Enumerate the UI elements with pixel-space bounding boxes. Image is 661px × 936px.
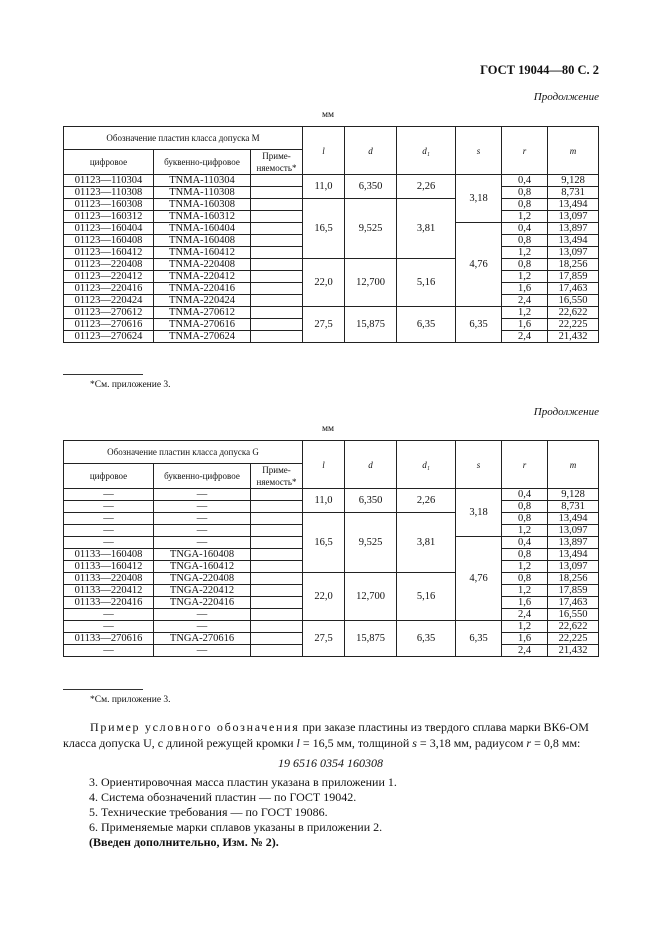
var-s: s (412, 736, 417, 750)
cell-l: 27,5 (303, 621, 345, 657)
cell-r: 1,2 (502, 561, 548, 573)
group-header: Обозначение пластин класса допуска M (64, 127, 303, 150)
table-row (64, 199, 599, 211)
col-header-d: d (345, 127, 397, 175)
cell-numeric-code: 01123—110308 (64, 187, 154, 199)
cell-l: 16,5 (303, 513, 345, 573)
cell-numeric-code: 01133—220412 (64, 585, 154, 597)
cell-d: 6,350 (345, 175, 397, 199)
unit-label-1: мм (322, 110, 335, 120)
col-header-numeric: цифровое (64, 150, 154, 175)
cell-applicability (251, 247, 303, 259)
cell-m: 8,731 (548, 187, 599, 199)
footnote-rule-1 (63, 374, 143, 375)
cell-applicability (251, 295, 303, 307)
cell-applicability (251, 537, 303, 549)
cell-m: 13,494 (548, 549, 599, 561)
amendment-note: (Введен дополнительно, Изм. № 2). (89, 835, 279, 849)
cell-m: 22,225 (548, 319, 599, 331)
cell-numeric-code: — (64, 501, 154, 513)
cell-r: 2,4 (502, 295, 548, 307)
col-header-applicability: Приме- няемость* (251, 150, 303, 175)
cell-numeric-code: 01123—220408 (64, 259, 154, 271)
cell-r: 0,8 (502, 259, 548, 271)
cell-d1: 6,35 (397, 621, 456, 657)
cell-applicability (251, 573, 303, 585)
cell-numeric-code: 01123—160312 (64, 211, 154, 223)
cell-numeric-code: 01133—220408 (64, 573, 154, 585)
col-header-d: d (345, 441, 397, 489)
cell-numeric-code: 01123—270624 (64, 331, 154, 343)
cell-r: 0,8 (502, 187, 548, 199)
table-row (64, 621, 599, 633)
cell-r: 1,6 (502, 283, 548, 295)
cell-alnum-code: TNMA-160408 (154, 235, 251, 247)
cell-d: 6,350 (345, 489, 397, 513)
cell-alnum-code: TNMA-270612 (154, 307, 251, 319)
cell-s: 4,76 (456, 223, 502, 307)
cell-r: 0,8 (502, 199, 548, 211)
cell-applicability (251, 645, 303, 657)
cell-l: 16,5 (303, 199, 345, 259)
cell-l: 11,0 (303, 175, 345, 199)
cell-m: 22,622 (548, 307, 599, 319)
cell-alnum-code: — (154, 537, 251, 549)
example-text-3: = 16,5 мм, толщиной (299, 736, 413, 750)
cell-r: 2,4 (502, 645, 548, 657)
cell-numeric-code: 01133—160412 (64, 561, 154, 573)
cell-s: 6,35 (456, 621, 502, 657)
cell-numeric-code: 01123—270612 (64, 307, 154, 319)
cell-applicability (251, 331, 303, 343)
cell-d: 12,700 (345, 259, 397, 307)
cell-applicability (251, 501, 303, 513)
cell-d: 9,525 (345, 199, 397, 259)
col-header-alnum: буквенно-цифровое (154, 150, 251, 175)
cell-numeric-code: 01133—160408 (64, 549, 154, 561)
cell-s: 3,18 (456, 175, 502, 223)
col-header-d1: d₁ (397, 441, 456, 489)
table-row (64, 307, 599, 319)
cell-alnum-code: TNMA-270616 (154, 319, 251, 331)
cell-alnum-code: TNGA-160412 (154, 561, 251, 573)
cell-m: 13,494 (548, 235, 599, 247)
cell-m: 17,859 (548, 585, 599, 597)
cell-d: 15,875 (345, 621, 397, 657)
cell-numeric-code: 01123—160308 (64, 199, 154, 211)
col-header-l: l (303, 127, 345, 175)
cell-numeric-code: 01123—160404 (64, 223, 154, 235)
cell-d1: 2,26 (397, 175, 456, 199)
cell-m: 13,097 (548, 211, 599, 223)
list-item: 5. Технические требования — по ГОСТ 19086. (89, 805, 328, 819)
group-header: Обозначение пластин класса допуска G (64, 441, 303, 464)
cell-applicability (251, 513, 303, 525)
continuation-label-2: Продолжение (533, 406, 599, 418)
cell-applicability (251, 633, 303, 645)
cell-m: 21,432 (548, 331, 599, 343)
cell-m: 8,731 (548, 501, 599, 513)
footnote-rule-2 (63, 689, 143, 690)
cell-applicability (251, 283, 303, 295)
cell-r: 0,4 (502, 489, 548, 501)
continuation-label-1: Продолжение (533, 91, 599, 103)
cell-alnum-code: TNGA-270616 (154, 633, 251, 645)
cell-m: 13,494 (548, 199, 599, 211)
example-text-4: = 3,18 мм, радиусом (416, 736, 527, 750)
cell-alnum-code: TNGA-160408 (154, 549, 251, 561)
cell-m: 13,897 (548, 537, 599, 549)
col-header-s: s (456, 441, 502, 489)
cell-m: 13,097 (548, 247, 599, 259)
list-item: 6. Применяемые марки сплавов указаны в приложении 2. (89, 820, 383, 834)
cell-r: 0,8 (502, 573, 548, 585)
col-header-alnum: буквенно-цифровое (154, 464, 251, 489)
cell-alnum-code: — (154, 501, 251, 513)
cell-alnum-code: TNMA-270624 (154, 331, 251, 343)
list-item: 4. Система обозначений пластин — по ГОСТ 19042. (89, 790, 357, 804)
col-header-l: l (303, 441, 345, 489)
cell-applicability (251, 199, 303, 211)
col-header-r: r (502, 441, 548, 489)
cell-numeric-code: — (64, 537, 154, 549)
cell-numeric-code: 01123—220412 (64, 271, 154, 283)
cell-r: 0,4 (502, 175, 548, 187)
cell-numeric-code: — (64, 525, 154, 537)
cell-numeric-code: — (64, 645, 154, 657)
cell-r: 0,4 (502, 537, 548, 549)
cell-r: 2,4 (502, 331, 548, 343)
cell-s: 4,76 (456, 537, 502, 621)
cell-m: 9,128 (548, 175, 599, 187)
cell-r: 1,6 (502, 633, 548, 645)
cell-m: 17,859 (548, 271, 599, 283)
example-lead: Пример условного обозначения (90, 720, 300, 734)
cell-d1: 3,81 (397, 513, 456, 573)
cell-applicability (251, 549, 303, 561)
cell-alnum-code: TNMA-110304 (154, 175, 251, 187)
table-class-m (63, 126, 599, 343)
cell-applicability (251, 561, 303, 573)
cell-m: 13,097 (548, 525, 599, 537)
cell-alnum-code: TNGA-220408 (154, 573, 251, 585)
cell-d1: 2,26 (397, 489, 456, 513)
cell-alnum-code: TNMA-220412 (154, 271, 251, 283)
col-header-d1: d₁ (397, 127, 456, 175)
table-class-g (63, 440, 599, 657)
table-row (64, 259, 599, 271)
cell-alnum-code: — (154, 525, 251, 537)
cell-r: 0,8 (502, 235, 548, 247)
cell-applicability (251, 211, 303, 223)
cell-numeric-code: 01123—160412 (64, 247, 154, 259)
table-row (64, 175, 599, 187)
cell-applicability (251, 223, 303, 235)
cell-r: 0,8 (502, 549, 548, 561)
cell-applicability (251, 235, 303, 247)
cell-m: 18,256 (548, 573, 599, 585)
cell-numeric-code: — (64, 609, 154, 621)
cell-m: 21,432 (548, 645, 599, 657)
footnote-1: *См. приложение 3. (90, 380, 171, 390)
cell-numeric-code: 01123—110304 (64, 175, 154, 187)
cell-alnum-code: TNGA-220416 (154, 597, 251, 609)
example-text-2: класса допуска U, с длиной режущей кромки (63, 736, 297, 750)
cell-numeric-code: 01123—160408 (64, 235, 154, 247)
cell-r: 0,4 (502, 223, 548, 235)
cell-applicability (251, 621, 303, 633)
cell-r: 0,8 (502, 513, 548, 525)
cell-r: 1,2 (502, 247, 548, 259)
cell-s: 6,35 (456, 307, 502, 343)
cell-r: 1,6 (502, 597, 548, 609)
col-header-m: m (548, 127, 599, 175)
cell-d1: 5,16 (397, 259, 456, 307)
cell-applicability (251, 271, 303, 283)
cell-alnum-code: TNMA-220416 (154, 283, 251, 295)
cell-numeric-code: — (64, 621, 154, 633)
cell-alnum-code: — (154, 609, 251, 621)
table-row (64, 513, 599, 525)
footnote-2: *См. приложение 3. (90, 695, 171, 705)
cell-d: 9,525 (345, 513, 397, 573)
cell-r: 1,2 (502, 585, 548, 597)
table-row (64, 489, 599, 501)
cell-alnum-code: — (154, 489, 251, 501)
cell-alnum-code: TNMA-220408 (154, 259, 251, 271)
cell-m: 13,897 (548, 223, 599, 235)
cell-alnum-code: — (154, 621, 251, 633)
cell-d1: 5,16 (397, 573, 456, 621)
cell-numeric-code: — (64, 489, 154, 501)
cell-r: 1,2 (502, 271, 548, 283)
cell-alnum-code: — (154, 645, 251, 657)
cell-l: 22,0 (303, 259, 345, 307)
col-header-s: s (456, 127, 502, 175)
cell-applicability (251, 609, 303, 621)
cell-applicability (251, 187, 303, 199)
cell-r: 1,2 (502, 525, 548, 537)
cell-r: 1,6 (502, 319, 548, 331)
cell-m: 22,225 (548, 633, 599, 645)
cell-numeric-code: 01133—220416 (64, 597, 154, 609)
col-header-r: r (502, 127, 548, 175)
cell-d: 12,700 (345, 573, 397, 621)
cell-applicability (251, 585, 303, 597)
cell-r: 0,8 (502, 501, 548, 513)
col-header-m: m (548, 441, 599, 489)
cell-alnum-code: — (154, 513, 251, 525)
col-header-numeric: цифровое (64, 464, 154, 489)
cell-s: 3,18 (456, 489, 502, 537)
cell-l: 27,5 (303, 307, 345, 343)
cell-m: 22,622 (548, 621, 599, 633)
unit-label-2: мм (322, 424, 335, 434)
cell-applicability (251, 489, 303, 501)
cell-applicability (251, 597, 303, 609)
cell-applicability (251, 175, 303, 187)
cell-numeric-code: 01123—270616 (64, 319, 154, 331)
cell-m: 16,550 (548, 295, 599, 307)
cell-d1: 6,35 (397, 307, 456, 343)
cell-numeric-code: 01123—220424 (64, 295, 154, 307)
cell-applicability (251, 307, 303, 319)
cell-alnum-code: TNMA-160312 (154, 211, 251, 223)
cell-alnum-code: TNGA-220412 (154, 585, 251, 597)
cell-r: 1,2 (502, 621, 548, 633)
example-code: 19 6516 0354 160308 (278, 756, 383, 770)
cell-alnum-code: TNMA-220424 (154, 295, 251, 307)
cell-numeric-code: — (64, 513, 154, 525)
example-paragraph (63, 719, 598, 751)
cell-numeric-code: 01123—220416 (64, 283, 154, 295)
cell-m: 17,463 (548, 283, 599, 295)
cell-l: 22,0 (303, 573, 345, 621)
cell-applicability (251, 259, 303, 271)
cell-l: 11,0 (303, 489, 345, 513)
example-text-5: = 0,8 мм: (531, 736, 581, 750)
cell-alnum-code: TNMA-110308 (154, 187, 251, 199)
col-header-applicability: Приме- няемость* (251, 464, 303, 489)
cell-r: 2,4 (502, 609, 548, 621)
cell-d1: 3,81 (397, 199, 456, 259)
cell-applicability (251, 319, 303, 331)
cell-m: 13,494 (548, 513, 599, 525)
page-header: ГОСТ 19044—80 С. 2 (480, 63, 599, 77)
cell-alnum-code: TNMA-160412 (154, 247, 251, 259)
var-r: r (526, 736, 532, 750)
cell-alnum-code: TNMA-160404 (154, 223, 251, 235)
list-item: 3. Ориентировочная масса пластин указана в приложении 1. (89, 775, 397, 789)
example-text-1: при заказе пластины из твердого сплава марки ВК6-ОМ (299, 720, 589, 734)
cell-m: 13,097 (548, 561, 599, 573)
var-l: l (296, 736, 300, 750)
cell-applicability (251, 525, 303, 537)
cell-alnum-code: TNMA-160308 (154, 199, 251, 211)
cell-d: 15,875 (345, 307, 397, 343)
cell-numeric-code: 01133—270616 (64, 633, 154, 645)
cell-m: 16,550 (548, 609, 599, 621)
cell-m: 18,256 (548, 259, 599, 271)
cell-m: 17,463 (548, 597, 599, 609)
cell-r: 1,2 (502, 211, 548, 223)
cell-r: 1,2 (502, 307, 548, 319)
table-row (64, 573, 599, 585)
cell-m: 9,128 (548, 489, 599, 501)
